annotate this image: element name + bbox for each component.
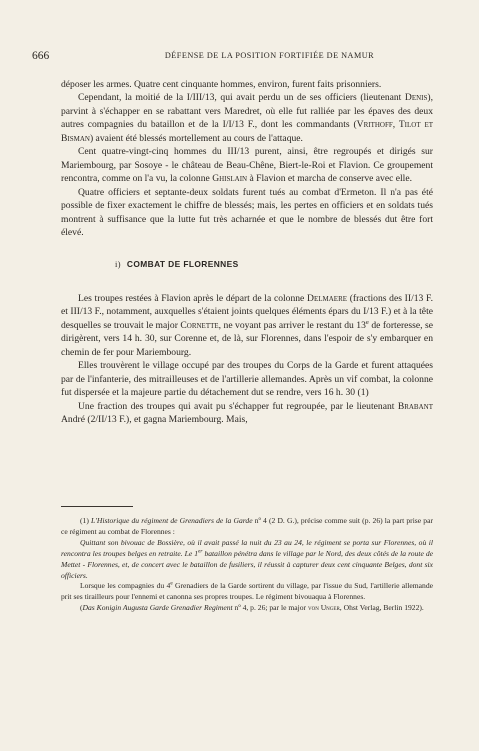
person-name: Brabant xyxy=(397,400,433,412)
running-title: DÉFENSE DE LA POSITION FORTIFIÉE DE NAMUR xyxy=(164,51,375,60)
paragraph: Une fraction des troupes qui avait pu s'échapper fut regroupée, par le lieutenant Brabant André (2/II/13 F.), et gagna Mariembourg. Mais, xyxy=(61,400,433,425)
page-number: 666 xyxy=(32,50,50,62)
footnote-rule xyxy=(61,506,133,507)
paragraph-continued: déposer les armes. Quatre cent cinquante hommes, environ, furent faits prisonniers. xyxy=(61,79,382,90)
section-title: COMBAT DE FLORENNES xyxy=(126,259,239,270)
footnote-quote: Quittant son bivouac de Bossière, où il avait passé la nuit du 23 au 24, le régiment se porta sur Florennes, où il rencontra les troupes belges en retraite. Le 1er bataillon pénétra dans le village par le Nord, des deux côtés de la route de Mettet - Florennes, et, de concert avec le bataillon de fusiliers, il réussit à capturer deux cent cinquante Belges, dont six officiers. xyxy=(61,537,433,580)
paragraph: Cependant, la moitié de la I/III/13, qui avait perdu un de ses officiers (lieutenant Denis), parvint à s'échapper en se rabattant vers Maredret, où elle fut ralliée par les épaves des deux autres compagnies du bataillon et de la I/I/13 F., dont les commandants (Vrithoff, Tilot et Bisman) avaient été blessés mortellement au cours de l'attaque. xyxy=(61,92,433,144)
section-heading xyxy=(61,258,433,271)
paragraph: Cent quatre-vingt-cinq hommes du III/13 purent, ainsi, être regroupés et dirigés sur Mariembourg, par Sosoye - le château de Beau-Chêne, Biert-le-Roi et Flavion. Ce groupement rencontra, comme on l'a vu, la colonne Ghislain à Flavion et marcha de conserve avec elle. xyxy=(61,146,433,185)
person-name: Denis xyxy=(404,92,428,104)
person-name: Delmaere xyxy=(307,292,348,304)
footnotes xyxy=(61,516,433,614)
paragraph: Elles trouvèrent le village occupé par des troupes du Corps de la Garde et furent attaquées par de l'infanterie, des mitrailleuses et de l'artillerie allemandes. Après un vif combat, la colonne fut dispersée et la majeure partie du détachement dut se rendre, vers 16 h. 30 (1) xyxy=(61,360,433,399)
footnote-paragraph: Lorsque les compagnies du 4e Grenadiers de la Garde sortirent du village, par l'issue du Sud, l'artillerie allemande prit ses tirailleurs pour l'ennemi et canonna ses propres troupes. Le régiment bivouaqua à Florennes. xyxy=(61,580,433,602)
footnote-citation: (Das Konigin Augusta Garde Grenadier Regiment nº 4, p. 26; par le major von Unger, Ohst Verlag, Berlin 1922). xyxy=(80,603,424,613)
person-names: Vrithoff, Tilot et Bisman xyxy=(61,119,433,144)
person-name: Cornette xyxy=(180,319,219,331)
footnote: (1) L'Historique du régiment de Grenadiers de la Garde nº 4 (2 D. G.), précise comme suit (p. 26) la part prise par ce régiment au combat de Florennes : xyxy=(61,516,433,536)
section-number: i) xyxy=(115,260,121,270)
paragraph: Les troupes restées à Flavion après le départ de la colonne Delmaere (fractions des II/13 F. et III/13 F., notamment, auxquelles s'étaient joints quelques éléments épars du I/13 F.) et à la tête desquelles se trouvait le major Cornette, ne voyant pas arriver le restant du 13e de forteresse, se dirigèrent, vers 14 h. 30, sur Corenne et, de là, sur Florennes, dans l'espoir de s'y embarquer en chemin de fer pour Mariembourg. xyxy=(61,292,434,358)
person-name: Ghislain xyxy=(212,173,248,185)
paragraph: Quatre officiers et septante-deux soldats furent tués au combat d'Ermeton. Il n'a pas été possible de fixer exactement le chiffre de blessés; mais, les pertes en officiers et en soldats tués montrent à suffisance que la lutte fut très acharnée et que le nombre de blessés dut être fort élevé. xyxy=(61,186,433,238)
page-header xyxy=(32,50,447,64)
main-text xyxy=(61,78,433,426)
